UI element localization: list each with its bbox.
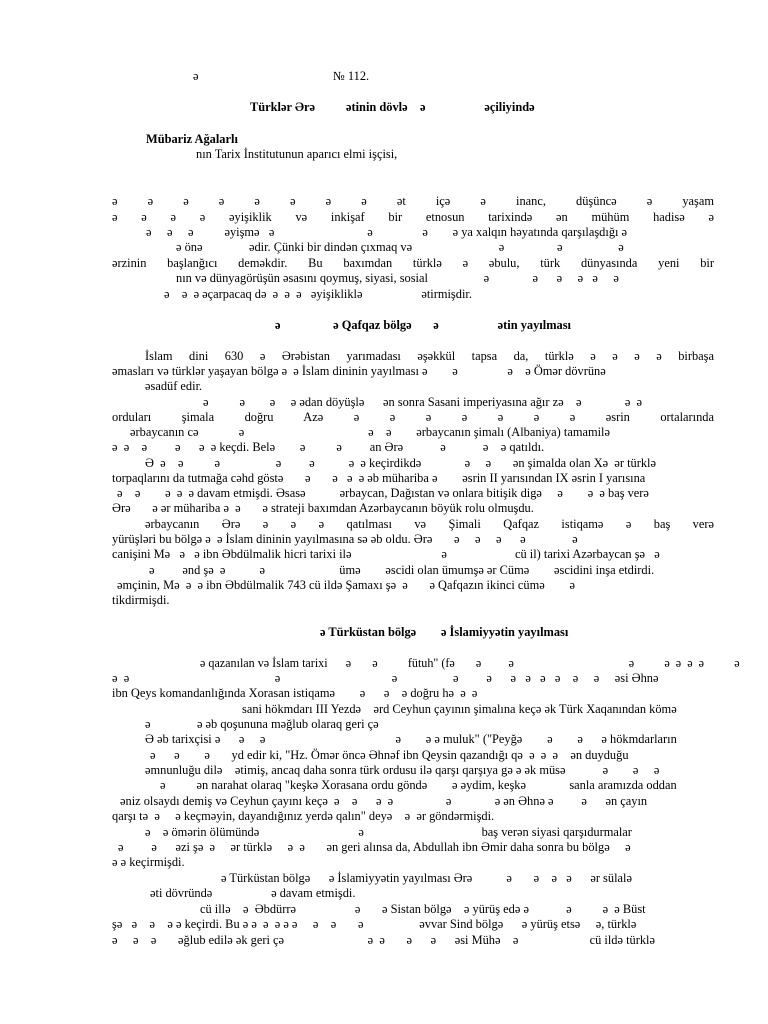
header-glyph: ə (193, 69, 199, 83)
body-line: torpaqlarını da tutmağa cəhd göstə ə ə ə ə əb mühariba ə əsrin II yarısından IX əsrin I yarısına (112, 471, 646, 485)
body-line: əsadüf edir. (145, 379, 203, 393)
body-line: ə ən narahat olaraq "keşkə Xorasana ordu göndə ə əydim, keşkə sanla aramızda oddan (160, 778, 677, 792)
body-line: əmasları və türklər yaşayan bölgə ə ə İslam dininin yayılması ə ə ə ə Ömər dövrünə (112, 364, 606, 378)
intro-line: ə önə ədir. Çünki bir dindən çıxmaq və ə ə ə (176, 240, 624, 254)
body-line: ə ə əzi şə ə ər türklə ə ə ən geri alınsa da, Abdullah ibn Əmir daha sonra bu bölgə ə (118, 840, 631, 854)
intro-line: ə ə ə ə əyişiklik və inkişaf bir etnosun tarixində ən mühüm hadisə ə (112, 210, 714, 224)
body-line: əniz olsaydı demiş və Ceyhun çayını keçə ə ə ə ə ə ə ən Əhnə ə ə ən çayın (120, 794, 648, 808)
body-line: Ə əb tarixçisi ə ə ə ə ə ə muluk" ("Peyğə ə ə ə hökmdarların (145, 732, 677, 746)
body-line: ə Türküstan bölgə ə İslamiyyətin yayılması Ərə ə ə ə ə ər sülalə (221, 871, 632, 885)
body-line: əti dövründə ə davam etmişdi. (150, 886, 356, 900)
body-line: ə qazanılan və İslam tarixi ə ə fütuh" (fə ə ə ə ə ə ə ə ə (200, 656, 740, 670)
body-line: ə ə ə əğlub edilə ək geri çə ə ə ə ə əsi Mühə ə cü ildə türklə (112, 933, 655, 947)
body-line: ə ə keçirmişdi. (112, 855, 185, 869)
body-line: ə ə ə yd edir ki, "Hz. Ömər öncə Əhnəf ibn Qeysin qazandığı qə ə ə ə ən duyduğu (150, 748, 629, 762)
body-line: əmnunluğu dilə ətimiş, ancaq daha sonra türk ordusu ilə qarşı qarşıya gə ə ək müsə ə ə ə (145, 763, 660, 777)
body-line: canişini Mə ə ə ibn Əbdülmalik hicri tarixi ilə ə cü il) tarixi Azərbaycan şə ə (112, 547, 660, 561)
section-heading-turkestan: ə Türküstan bölgə ə İslamiyyətin yayılması (320, 625, 569, 639)
intro-line: ə ə ə ə ə ə ə ə ət içə ə inanc, düşüncə ə yaşam (112, 194, 714, 208)
body-line: orduları şimala doğru Azə ə ə ə ə ə ə ə əsrin ortalarında (112, 410, 714, 424)
body-line: sani hökmdarı III Yezdə ərd Ceyhun çayının şimalına keçə ək Türk Xaqanından kömə (242, 702, 677, 716)
body-line: yürüşləri bu bölgə ə ə İslam dininin yayılmasına sə əb oldu. Ərə ə ə ə ə ə (112, 532, 578, 546)
body-line: tikdirmişdi. (112, 593, 170, 607)
body-line: qarşı tə ə ə keçməyin, dayandığınız yerdə qalın" deyə ə ər göndərmişdi. (112, 809, 495, 823)
body-line: ə ə ömərin ölümündə ə baş verən siyasi qarşıdurmalar (145, 825, 632, 839)
intro-line: ə ə ə əçarpacaq də ə ə ə əyişikliklə ətirmişdir. (164, 287, 472, 301)
body-line: ərbaycanın cə ə ə ə ərbaycanın şimalı (Albaniya) tamamilə (130, 425, 610, 439)
author-name: Mübariz Ağalarlı (146, 132, 238, 146)
body-line: Ərə ə ər mühariba ə ə ə strateji baxımdan Azərbaycanın böyük rolu olmuşdu. (112, 501, 534, 515)
body-line: ə ə ə ə ə ə keçdi. Belə ə ə an Ərə ə ə ə qatıldı. (112, 440, 545, 454)
article-title: Türklər Ərə ətinin dövlə ə əçiliyində (250, 100, 535, 114)
body-line: ə ə ə ə ə ə ə ə ə ə ə ə əsi Əhnə (112, 671, 659, 685)
intro-line: ərzinin başlanğıcı deməkdir. Bu baxımdan türklə ə əbulu, türk dünyasında yeni bir (112, 256, 714, 270)
body-line: cü illə ə Əbdürrə ə ə Sistan bölgə ə yürüş edə ə ə ə ə Büst (200, 902, 646, 916)
body-line: ə ə ə ə ə davam etmişdi. Əsasə ərbaycan, Dağıstan və onlara bitişik digə ə ə ə baş verə (117, 486, 649, 500)
body-line: ibn Qeys komandanlığında Xorasan istiqamə ə ə ə doğru hə ə ə (112, 686, 478, 700)
body-line: Ə ə ə ə ə ə ə ə keçirdikdə ə ə ən şimalda olan Xə ər türklə (145, 456, 656, 470)
body-line: ə ə əb qoşununa məğlub olaraq geri çə (145, 717, 379, 731)
intro-line: nın və dünyagörüşün əsasını qoymuş, siyasi, sosial ə ə ə ə ə ə (176, 271, 619, 285)
section-heading-caucasus: ə ə Qafqaz bölgə ə ətin yayılması (275, 318, 571, 332)
body-line: ərbaycanın Ərə ə ə ə qatılması və Şimali Qafqaz istiqamə ə baş verə (145, 517, 714, 531)
body-line: ə ə ə ə ədan döyüşlə ən sonra Sasani imperiyasına ağır zə ə ə ə (203, 395, 643, 409)
document-number: № 112. (333, 69, 370, 83)
body-line: şə ə ə ə ə keçirdi. Bu ə ə ə ə ə ə ə ə ə əvvar Sind bölgə ə yürüş etsə ə, türklə (112, 917, 637, 931)
body-line: əmçinin, Mə ə ə ibn Əbdülmalik 743 cü ildə Şamaxı şə ə ə Qafqazın ikinci cümə ə (117, 578, 575, 592)
body-line: İslam dini 630 ə Ərəbistan yarımadası əşəkkül tapsa da, türklə ə ə ə ə birbaşa (145, 349, 714, 363)
author-affiliation: nın Tarix İnstitutunun aparıcı elmi işçisi, (196, 147, 398, 161)
intro-line: ə ə ə əyişmə ə ə ə ə ya xalqın həyatında qarşılaşdığı ə (146, 225, 628, 239)
body-line: ə ənd şə ə ə ümə əscidi olan ümumşə ər Cümə əscidini inşa etdirdi. (149, 563, 655, 577)
